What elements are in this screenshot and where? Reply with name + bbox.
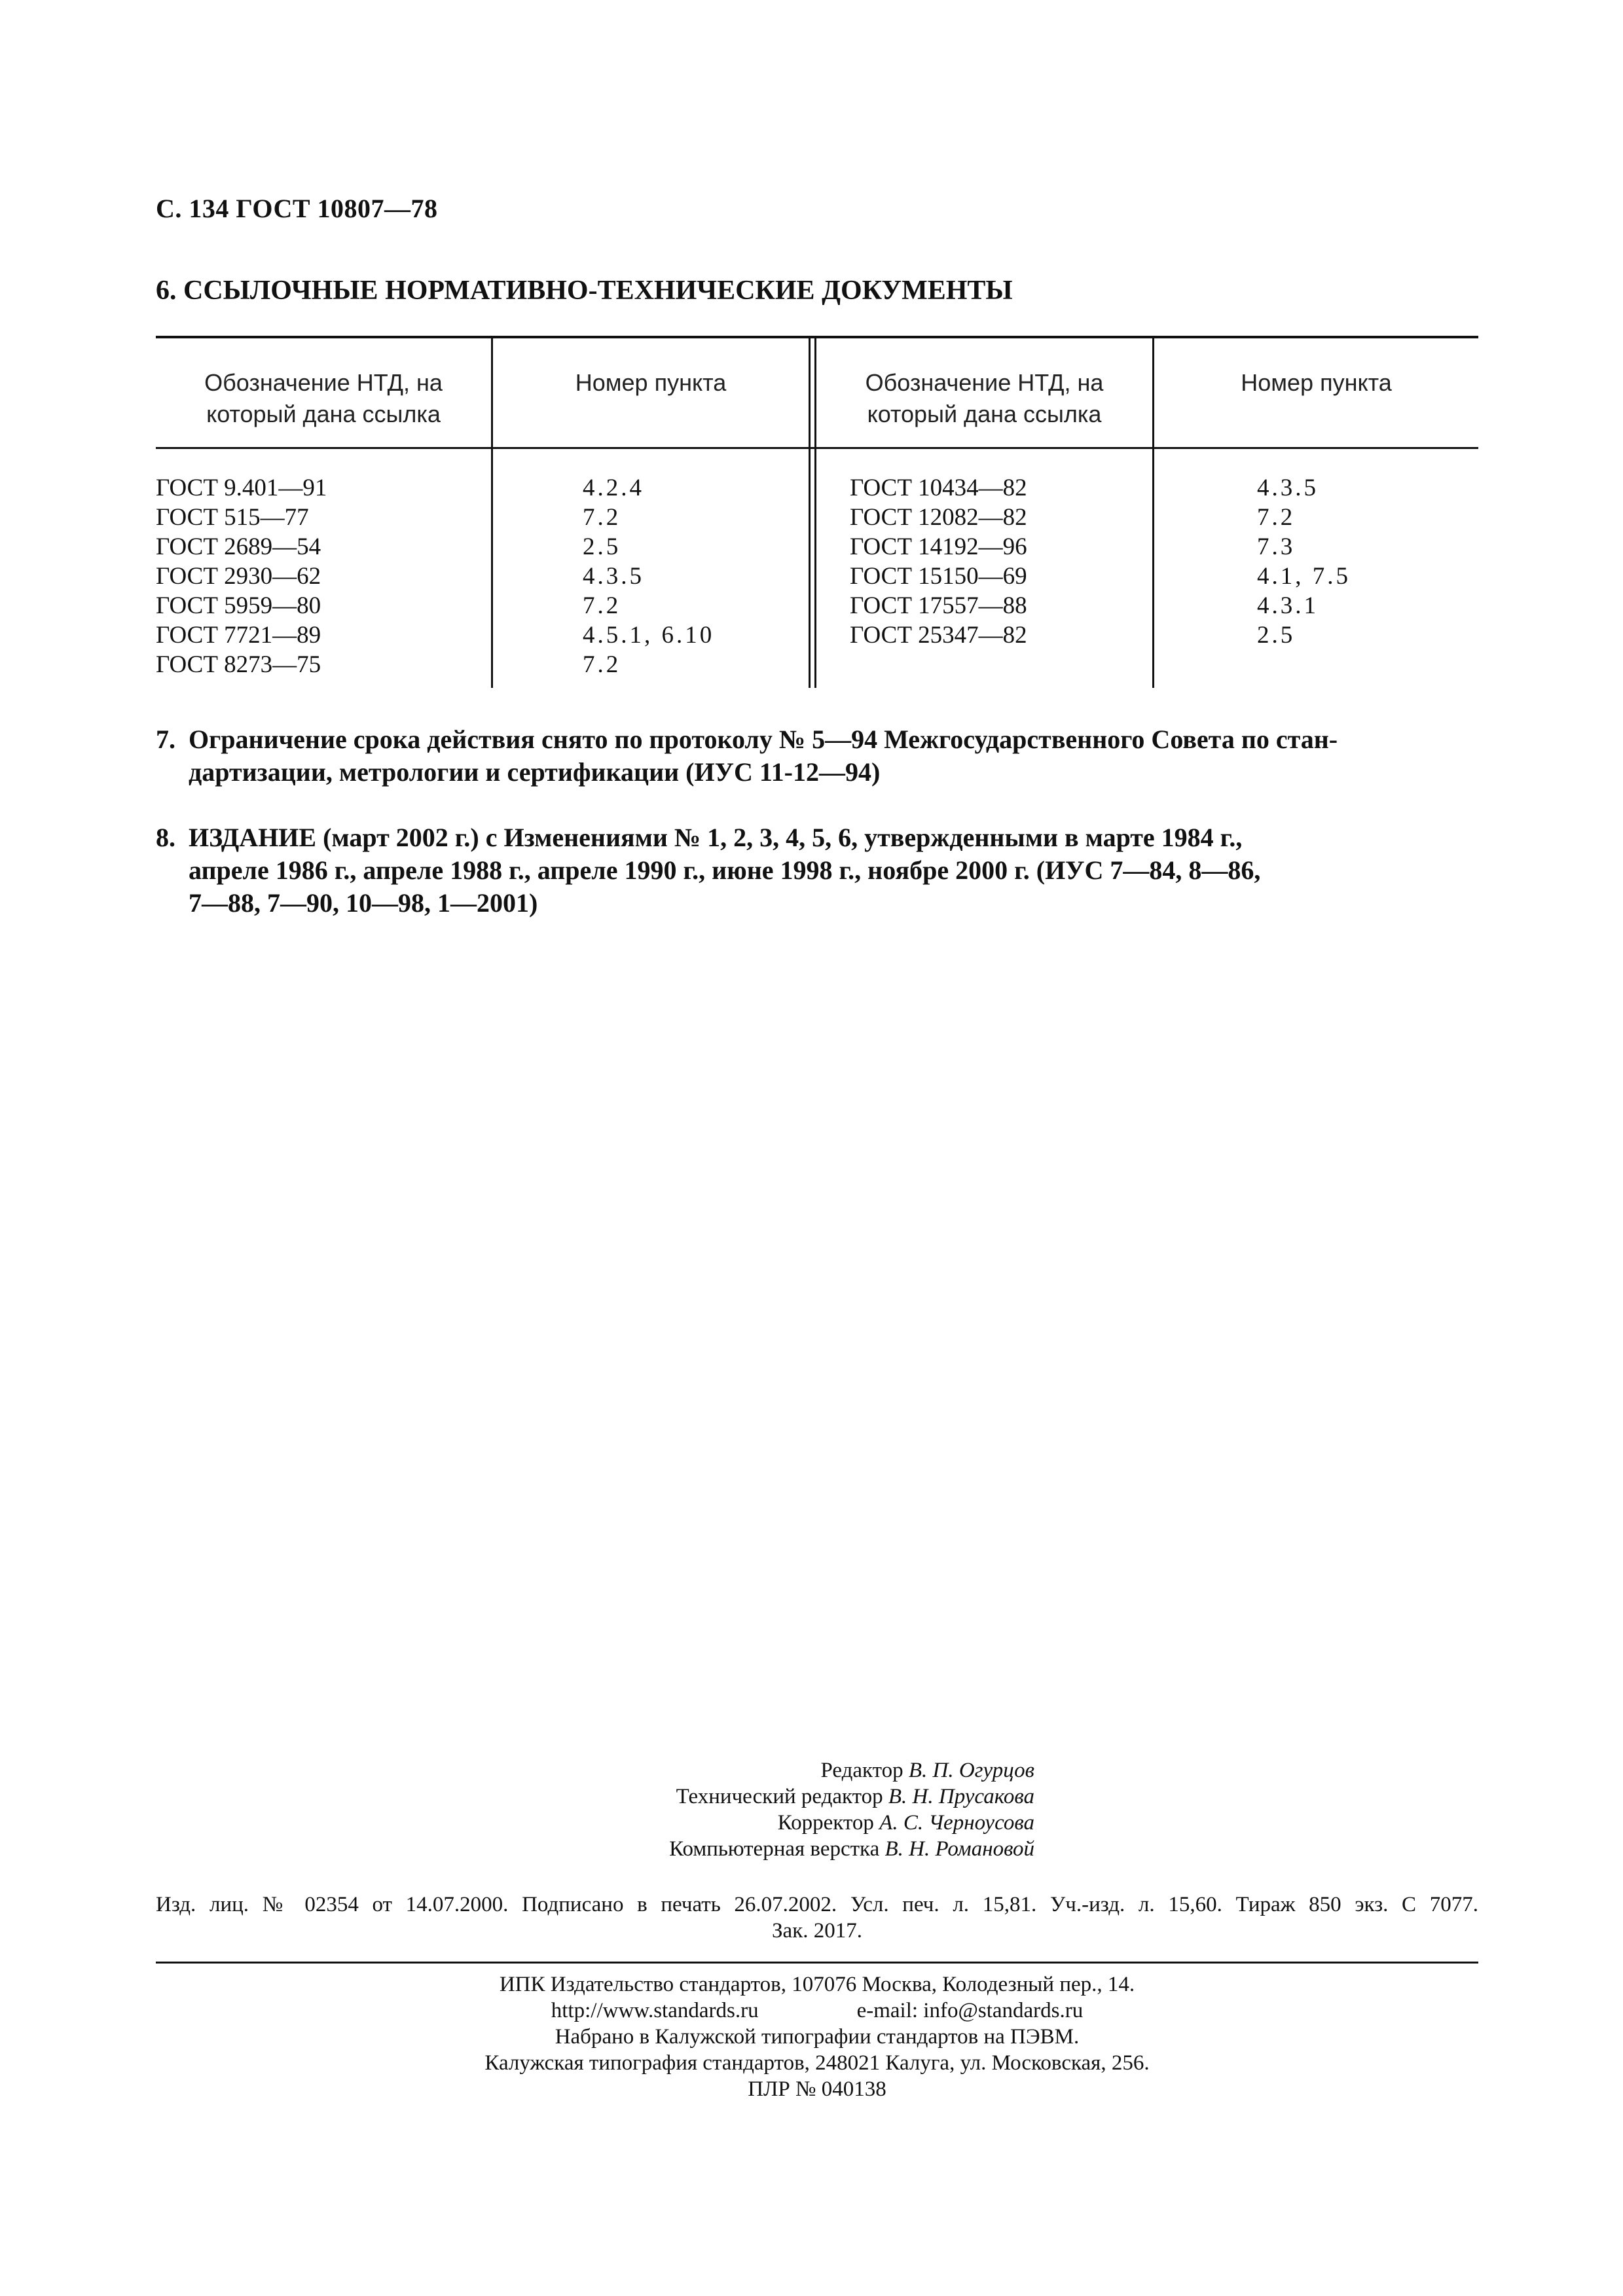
header-num-right: Номер пункта [1241,369,1392,396]
table-cell: 7.2 [583,504,621,531]
table-cell: 4.1, 7.5 [1257,563,1351,590]
right-doc-column [850,473,1027,650]
credit-name: А. С. Черноусова [879,1811,1034,1835]
table-cell: 7.2 [1257,504,1296,531]
table-cell: 4.3.5 [583,563,644,590]
publisher-url: http://www.standards.ru [551,1999,759,2022]
paragraph-line: апреле 1986 г., апреле 1988 г., апреле 1990 г., июне 1998 г., ноябре 2000 г. (ИУС 7—84, 8—86, [189,855,1261,885]
table-header-rule [156,447,1478,449]
left-num-column [583,473,714,679]
imprint-block [156,1892,1478,1944]
publisher-line: ИПК Издательство стандартов, 107076 Москва, Колодезный пер., 14. [499,1973,1135,1996]
table-cell: ГОСТ 515—77 [156,504,309,531]
table-cell: 7.2 [583,592,621,619]
references-table [156,336,1478,689]
table-cell: ГОСТ 25347—82 [850,622,1027,649]
paragraph-7 [156,723,1478,789]
credit-name: В. Н. Прусакова [888,1785,1034,1808]
credits-block [576,1757,1034,1862]
header-doc-left: Обозначение НТД, на который дана ссылка [204,369,443,427]
paragraph-line: 7—88, 7—90, 10—98, 1—2001) [189,888,538,918]
paragraph-number: 7. [156,725,175,754]
right-num-column [1257,473,1351,650]
table-cell: 4.3.5 [1257,475,1319,501]
credit-label: Технический редактор [676,1785,883,1808]
credit-label: Редактор [820,1759,903,1782]
table-cell: ГОСТ 14192—96 [850,533,1027,560]
publisher-line: ПЛР № 040138 [748,2077,886,2101]
paragraph-number: 8. [156,823,175,852]
table-top-rule [156,336,1478,338]
imprint-line: Изд. лиц. № 02354 от 14.07.2000. Подписано в печать 26.07.2002. Усл. печ. л. 15,81. Уч.-изд. л. 15,60. Тираж 850 экз. С 7077. [156,1893,1478,1916]
publisher-line: Калужская типография стандартов, 248021 Калуга, ул. Московская, 256. [484,2051,1150,2075]
table-cell: ГОСТ 2930—62 [156,563,321,590]
table-cell: ГОСТ 8273—75 [156,651,321,678]
table-cell: ГОСТ 17557—88 [850,592,1027,619]
publisher-block [156,1971,1478,2102]
table-cell: 4.5.1, 6.10 [583,622,715,649]
table-cell: ГОСТ 10434—82 [850,475,1027,501]
table-double-divider-a [809,336,811,688]
table-cell: ГОСТ 9.401—91 [156,475,327,501]
table-cell: ГОСТ 15150—69 [850,563,1027,590]
credit-label: Корректор [777,1811,874,1835]
table-cell: 2.5 [583,533,621,560]
table-cell: 7.2 [583,651,621,678]
table-cell: 2.5 [1257,622,1296,649]
table-cell: ГОСТ 7721—89 [156,622,321,649]
publisher-email: e-mail: info@standards.ru [856,1999,1084,2022]
paragraph-line: Ограничение срока действия снято по протоколу № 5—94 Межгосударственного Совета по стан- [189,725,1338,754]
imprint-line: Зак. 2017. [772,1919,862,1943]
section-6-title: 6. ССЫЛОЧНЫЕ НОРМАТИВНО-ТЕХНИЧЕСКИЕ ДОКУМЕНТЫ [156,276,1013,306]
header-doc-right: Обозначение НТД, на который дана ссылка [865,369,1104,427]
paragraph-8 [156,821,1478,920]
publisher-line: Набрано в Калужской типографии стандартов на ПЭВМ. [555,2025,1080,2049]
credit-name: В. Н. Романовой [884,1837,1034,1861]
header-num-left: Номер пункта [575,369,727,396]
table-cell: ГОСТ 5959—80 [156,592,321,619]
imprint-rule [156,1962,1478,1964]
left-doc-column [156,473,327,679]
table-cell: 7.3 [1257,533,1296,560]
table-cell: 4.3.1 [1257,592,1319,619]
credit-label: Компьютерная верстка [669,1837,880,1861]
table-cell: 4.2.4 [583,475,644,501]
credit-name: В. П. Огурцов [908,1759,1034,1782]
table-cell: ГОСТ 12082—82 [850,504,1027,531]
paragraph-line: дартизации, метрологии и сертификации (ИУС 11-12—94) [189,757,881,787]
page-header: С. 134 ГОСТ 10807—78 [156,194,438,223]
table-cell: ГОСТ 2689—54 [156,533,321,560]
paragraph-line: ИЗДАНИЕ (март 2002 г.) с Изменениями № 1, 2, 3, 4, 5, 6, утвержденными в марте 1984 г., [189,823,1243,852]
